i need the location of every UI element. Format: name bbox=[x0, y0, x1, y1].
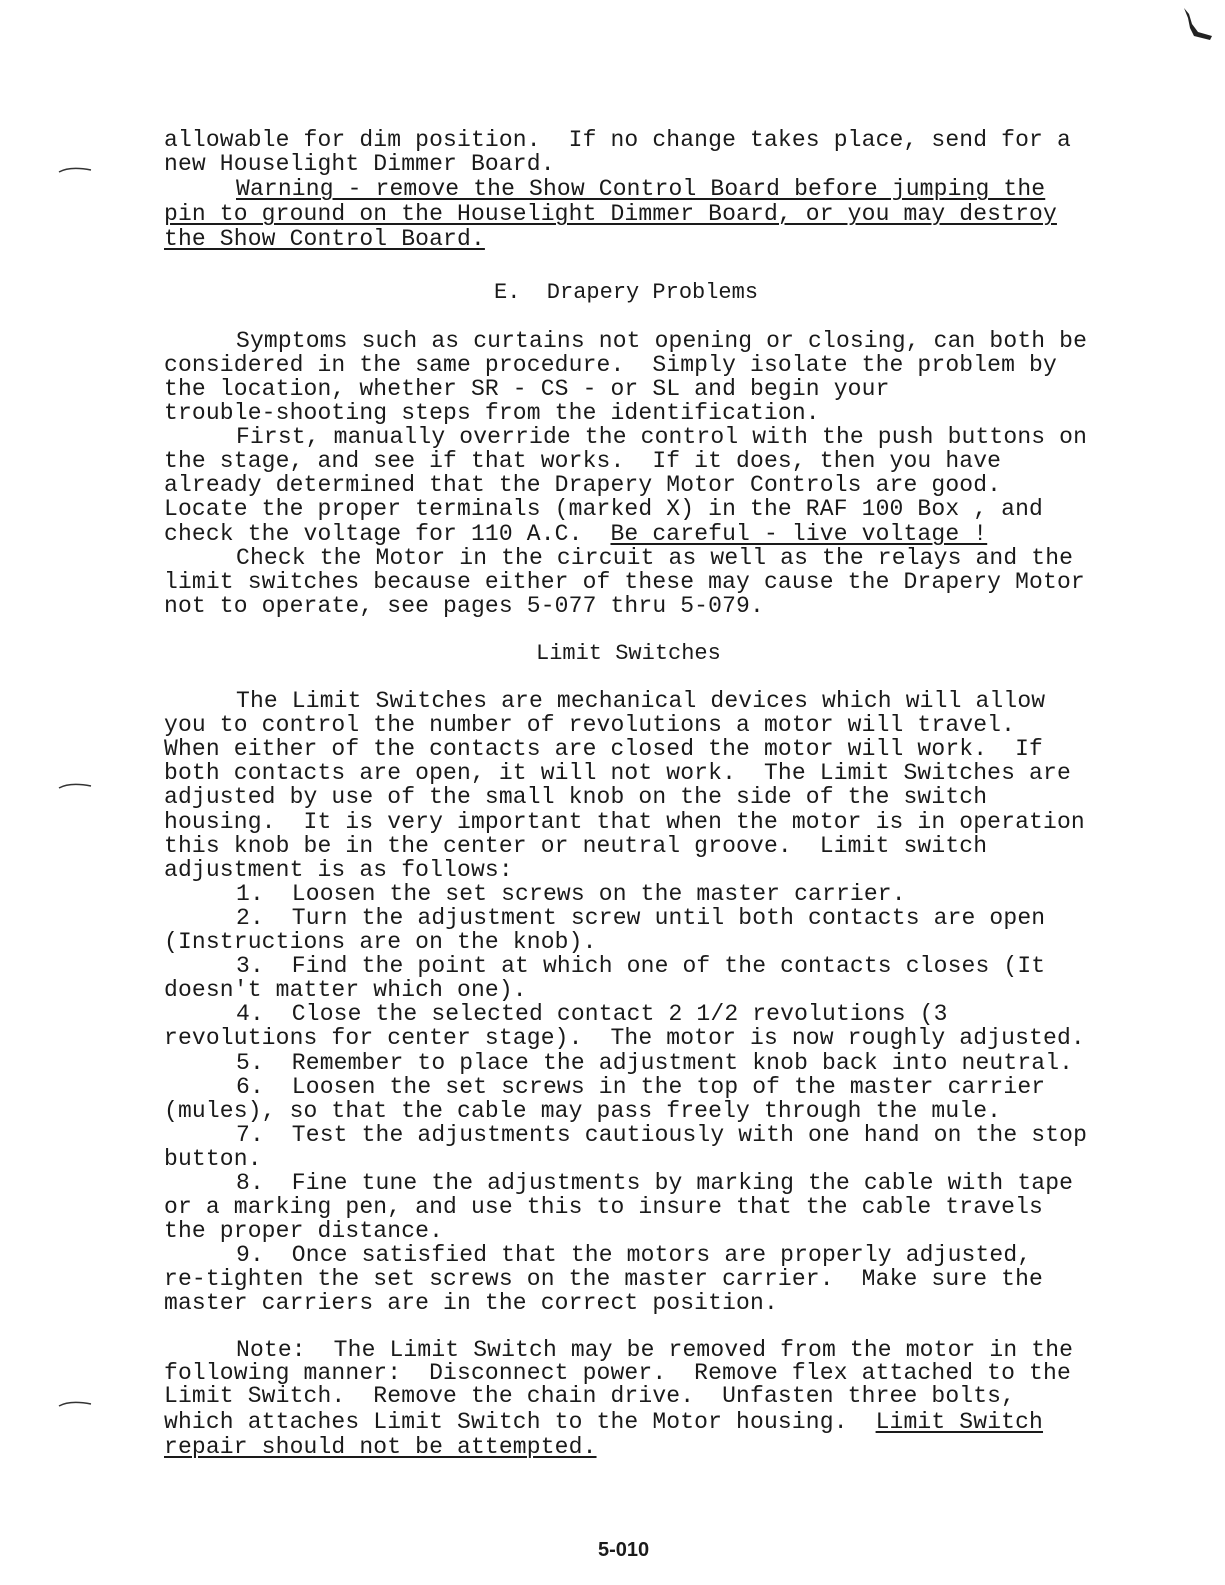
body-text-line: already determined that the Drapery Motor Controls are good. bbox=[164, 472, 1002, 498]
step-text-line: 1. Loosen the set screws on the master carrier. bbox=[236, 881, 906, 907]
step-text-line: the proper distance. bbox=[164, 1218, 444, 1244]
step-text-line: doesn't matter which one). bbox=[164, 977, 527, 1003]
body-text-line: trouble-shooting steps from the identification. bbox=[164, 400, 820, 426]
step-text-line: or a marking pen, and use this to insure that the cable travels bbox=[164, 1194, 1043, 1220]
note-text-line: Note: The Limit Switch may be removed from the motor in the bbox=[236, 1337, 1074, 1363]
note-text-line: Limit Switch. Remove the chain drive. Unfasten three bolts, bbox=[164, 1383, 1016, 1409]
body-text-line: both contacts are open, it will not work. The Limit Switches are bbox=[164, 760, 1071, 786]
step-text-line: master carriers are in the correct position. bbox=[164, 1290, 778, 1316]
margin-mark-icon bbox=[58, 166, 92, 174]
body-text-line: you to control the number of revolutions a motor will travel. bbox=[164, 712, 1016, 738]
body-text-line: adjusted by use of the small knob on the side of the switch bbox=[164, 784, 988, 810]
body-text-line: Check the Motor in the circuit as well as the relays and the bbox=[236, 545, 1074, 571]
body-text-line: When either of the contacts are closed the motor will work. If bbox=[164, 736, 1043, 762]
warning-text-line: pin to ground on the Houselight Dimmer Board, or you may destroy bbox=[164, 201, 1057, 227]
repair-warning: Limit Switch bbox=[875, 1409, 1044, 1435]
body-text-line: the stage, and see if that works. If it does, then you have bbox=[164, 448, 1002, 474]
body-text-line: not to operate, see pages 5-077 thru 5-079. bbox=[164, 593, 764, 619]
step-text-line: re-tighten the set screws on the master carrier. Make sure the bbox=[164, 1266, 1043, 1292]
step-text-line: 3. Find the point at which one of the contacts closes (It bbox=[236, 953, 1046, 979]
body-text-line: limit switches because either of these may cause the Drapery Motor bbox=[164, 569, 1085, 595]
body-text-line: the location, whether SR - CS - or SL and begin your bbox=[164, 376, 890, 402]
step-text-line: 9. Once satisfied that the motors are properly adjusted, bbox=[236, 1242, 1032, 1268]
step-text-line: 7. Test the adjustments cautiously with one hand on the stop bbox=[236, 1122, 1088, 1148]
body-text-line: First, manually override the control with the push buttons on bbox=[236, 424, 1088, 450]
scan-corner-mark-icon bbox=[1180, 6, 1214, 46]
body-text-line: housing. It is very important that when the motor is in operation bbox=[164, 809, 1085, 835]
step-text-line: revolutions for center stage). The motor is now roughly adjusted. bbox=[164, 1025, 1085, 1051]
step-text-line: 4. Close the selected contact 2 1/2 revolutions (3 bbox=[236, 1001, 948, 1027]
repair-warning: repair should not be attempted. bbox=[164, 1434, 597, 1460]
body-text-line: adjustment is as follows: bbox=[164, 857, 513, 883]
note-text-segment: which attaches Limit Switch to the Motor housing. bbox=[164, 1409, 876, 1435]
step-text-line: (Instructions are on the knob). bbox=[164, 929, 597, 955]
step-text-line: (mules), so that the cable may pass freely through the mule. bbox=[164, 1098, 1002, 1124]
page-number: 5-010 bbox=[598, 1539, 650, 1561]
section-heading: Limit Switches bbox=[536, 641, 721, 666]
body-text-line: considered in the same procedure. Simply isolate the problem by bbox=[164, 352, 1057, 378]
warning-text-line: Warning - remove the Show Control Board before jumping the bbox=[236, 176, 1046, 202]
body-text-segment: check the voltage for 110 A.C. bbox=[164, 521, 611, 547]
live-voltage-warning: Be careful - live voltage ! bbox=[610, 521, 988, 547]
body-text-line: The Limit Switches are mechanical devices which will allow bbox=[236, 688, 1046, 714]
margin-mark-icon bbox=[58, 1400, 92, 1408]
section-heading: E. Drapery Problems bbox=[494, 280, 759, 305]
body-text-line: new Houselight Dimmer Board. bbox=[164, 151, 555, 177]
step-text-line: 2. Turn the adjustment screw until both contacts are open bbox=[236, 905, 1046, 931]
note-text-line: following manner: Disconnect power. Remove flex attached to the bbox=[164, 1360, 1071, 1386]
body-text-line: Locate the proper terminals (marked X) in the RAF 100 Box , and bbox=[164, 496, 1043, 522]
step-text-line: 8. Fine tune the adjustments by marking the cable with tape bbox=[236, 1170, 1074, 1196]
body-text-line bbox=[164, 522, 987, 546]
step-text-line: 6. Loosen the set screws in the top of the master carrier bbox=[236, 1074, 1046, 1100]
note-text-line bbox=[164, 1410, 1043, 1434]
body-text-line: allowable for dim position. If no change takes place, send for a bbox=[164, 127, 1071, 153]
body-text-line: Symptoms such as curtains not opening or closing, can both be bbox=[236, 328, 1088, 354]
step-text-line: 5. Remember to place the adjustment knob back into neutral. bbox=[236, 1050, 1074, 1076]
step-text-line: button. bbox=[164, 1146, 262, 1172]
margin-mark-icon bbox=[58, 782, 92, 790]
warning-text-line: the Show Control Board. bbox=[164, 226, 485, 252]
body-text-line: this knob be in the center or neutral groove. Limit switch bbox=[164, 833, 988, 859]
